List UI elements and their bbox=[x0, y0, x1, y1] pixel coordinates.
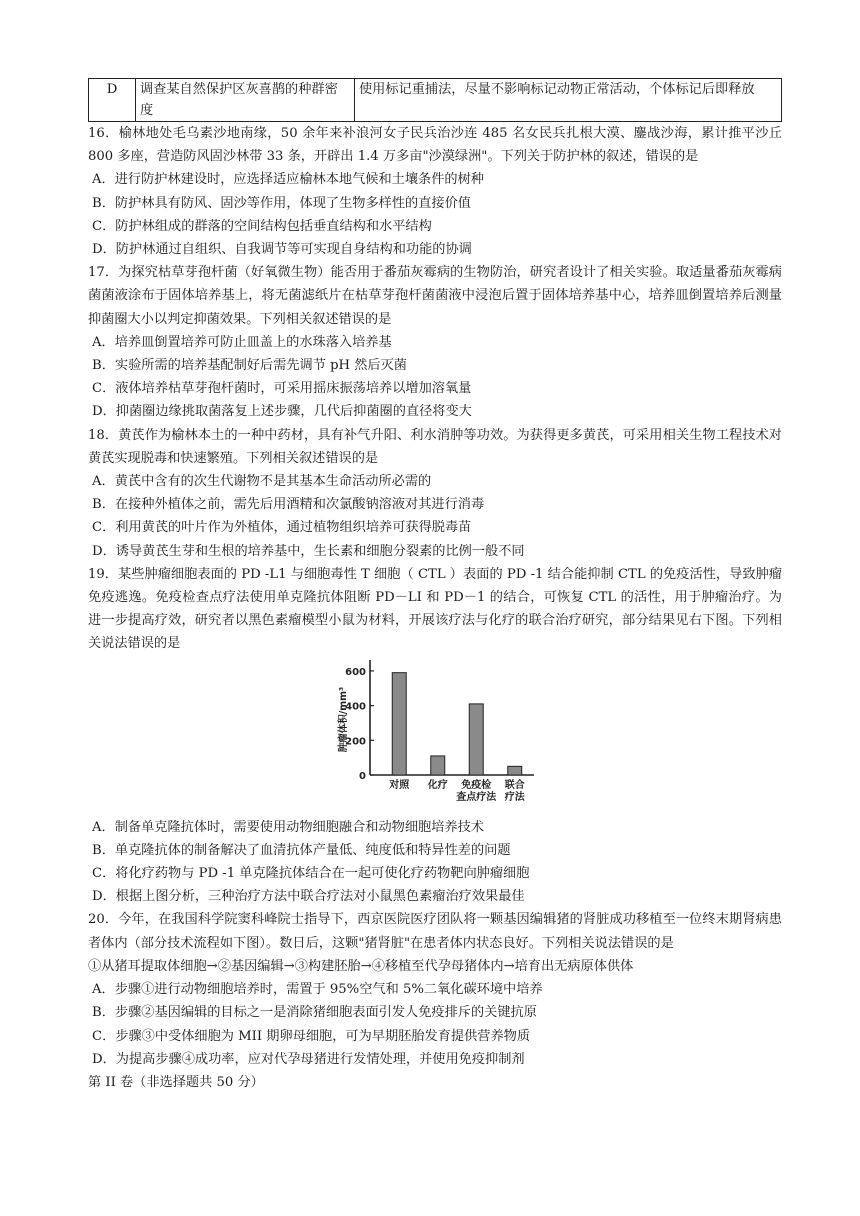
question-20-option-b: B．步骤②基因编辑的目标之一是消除猪细胞表面引发人免疫排斥的关键抗原 bbox=[92, 1005, 537, 1021]
question-18-option-c: C．利用黄芪的叶片作为外植体，通过植物组织培养可获得脱毒苗 bbox=[92, 520, 472, 536]
question-16-option-a: A．进行防护林建设时，应选择适应榆林本地气候和土壤条件的树种 bbox=[92, 172, 484, 188]
question-17-option-a: A．培养皿倒置培养可防止皿盖上的水珠落入培养基 bbox=[92, 334, 392, 350]
y-tick-label: 600 bbox=[345, 666, 366, 678]
question-18-option-b: B．在接种外植体之前，需先后用酒精和次氯酸钠溶液对其进行消毒 bbox=[92, 497, 485, 513]
question-16-option-d: D．防护林通过自组织、自我调节等可实现自身结构和功能的协调 bbox=[92, 242, 472, 258]
section-footer: 第 II 卷（非选择题共 50 分） bbox=[88, 1074, 264, 1090]
x-tick-label bbox=[388, 778, 410, 791]
question-19-option-a: A．制备单克隆抗体时，需要使用动物细胞融合和动物细胞培养技术 bbox=[92, 819, 484, 835]
bar-4 bbox=[508, 766, 522, 775]
question-19-option-b: B．单克隆抗体的制备解决了血清抗体产量低、纯度低和特异性差的问题 bbox=[92, 842, 511, 858]
bar-3 bbox=[469, 704, 483, 775]
y-tick-label: 200 bbox=[345, 735, 366, 747]
x-tick-label-line: 联合 bbox=[504, 779, 525, 791]
question-19-option-d: D．根据上图分析，三种治疗方法中联合疗法对小鼠黑色素瘤治疗效果最佳 bbox=[92, 889, 525, 905]
question-20-option-d: D．为提高步骤④成功率，应对代孕母猪进行发情处理，并使用免疫抑制剂 bbox=[92, 1051, 525, 1067]
question-16-stem: 16．榆林地处毛乌素沙地南缘，50 余年来补浪河女子民兵治沙连 485 名女民兵扎根大漠、鏖战沙海，累计推平沙丘 800 多座，营造防风固沙林带 33 条，开辟出 1.4 万多亩"沙漠绿洲"。下列关于防护林的叙述，错误的是 bbox=[88, 126, 782, 165]
table-cell-method: 使用标记重捕法，尽量不影响标记动物正常活动，个体标记后即释放 bbox=[355, 79, 782, 122]
exam-page bbox=[88, 78, 782, 1094]
tumor-volume-chart bbox=[88, 656, 782, 816]
x-tick-label-line: 化疗 bbox=[427, 779, 448, 791]
bar-2 bbox=[431, 756, 445, 775]
question-18-stem: 18．黄芪作为榆林本土的一种中药材，具有补气升阳、利水消肿等功效。为获得更多黄芪，可采用相关生物工程技术对黄芪实现脱毒和快速繁殖。下列相关叙述错误的是 bbox=[88, 427, 782, 466]
question-16-option-b: B．防护林具有防风、固沙等作用，体现了生物多样性的直接价值 bbox=[92, 195, 471, 211]
table-cell-label: D bbox=[89, 79, 136, 122]
x-tick-label bbox=[456, 778, 497, 803]
question-19-option-c: C．将化疗药物与 PD -1 单克隆抗体结合在一起可使化疗药物靶向肿瘤细胞 bbox=[92, 866, 530, 882]
x-tick-label-line: 查点疗法 bbox=[456, 791, 497, 803]
experiment-table bbox=[88, 78, 782, 122]
chart-svg bbox=[88, 656, 782, 816]
question-17-stem: 17．为探究枯草芽孢杆菌（好氧微生物）能否用于番茄灰霉病的生物防治，研究者设计了相关实验。取适量番茄灰霉病菌菌液涂布于固体培养基上，将无菌滤纸片在枯草芽孢杆菌菌液中浸泡后置于固体培养基中心，培养皿倒置培养后测量抑菌圈大小以判定抑菌效果。下列相关叙述错误的是 bbox=[88, 265, 782, 327]
bar-1 bbox=[392, 672, 406, 774]
question-17-option-d: D．抑菌圈边缘挑取菌落复上述步骤，几代后抑菌圈的直径将变大 bbox=[92, 404, 472, 420]
x-tick-label-line: 对照 bbox=[389, 779, 410, 791]
question-18-option-d: D．诱导黄芪生芽和生根的培养基中，生长素和细胞分裂素的比例一般不同 bbox=[92, 543, 525, 559]
y-tick-label: 400 bbox=[345, 701, 366, 713]
question-17-option-b: B．实验所需的培养基配制好后需先调节 pH 然后灭菌 bbox=[92, 358, 407, 374]
table-row bbox=[89, 79, 782, 122]
question-17-option-c: C．液体培养枯草芽孢杆菌时，可采用摇床振荡培养以增加溶氧量 bbox=[92, 381, 472, 397]
question-16-option-c: C．防护林组成的群落的空间结构包括垂直结构和水平结构 bbox=[92, 218, 432, 234]
table-cell-content: 调查某自然保护区灰喜鹊的种群密度 bbox=[136, 79, 355, 122]
question-18-option-a: A．黄芪中含有的次生代谢物不是其基本生命活动所必需的 bbox=[92, 474, 432, 490]
x-tick-label-line: 免疫检 bbox=[461, 779, 492, 791]
question-19-stem: 19．某些肿瘤细胞表面的 PD -L1 与细胞毒性 T 细胞（ CTL ）表面的 PD -1 结合能抑制 CTL 的免疫活性，导致肿瘤免疫逃逸。免疫检查点疗法使用单克隆抗体阻断 PD－LI 和 PD－1 的结合，可恢复 CTL 的活性，用于肿瘤治疗。为进一步提高疗效，研究者以黑色素瘤模型小鼠为材料，开展该疗法与化疗的联合治疗研究，部分结果见右下图。下列相关说法错误的是 bbox=[88, 566, 782, 652]
question-20-option-c: C．步骤③中受体细胞为 MII 期卵母细胞，可为早期胚胎发育提供营养物质 bbox=[92, 1028, 531, 1044]
y-axis-label: 肿瘤体积/mm³ bbox=[338, 686, 349, 752]
question-20-flow: ①从猪耳提取体细胞→②基因编辑→③构建胚胎→④移植至代孕母猪体内→培育出无病原体供体 bbox=[88, 958, 634, 974]
question-20-stem: 20．今年，在我国科学院窦科峰院士指导下，西京医院医疗团队将一颗基因编辑猪的肾脏成功移植至一位终末期肾病患者体内（部分技术流程如下图）。数日后，这颗"猪肾脏"在患者体内状态良好。下列相关说法错误的是 bbox=[88, 912, 782, 951]
x-tick-label-line: 疗法 bbox=[504, 791, 525, 803]
y-tick-label: 0 bbox=[359, 770, 366, 782]
x-tick-label bbox=[427, 778, 448, 791]
x-tick-label bbox=[504, 778, 526, 803]
question-20-option-a: A．步骤①进行动物细胞培养时，需置于 95%空气和 5%二氧化碳环境中培养 bbox=[92, 982, 543, 998]
